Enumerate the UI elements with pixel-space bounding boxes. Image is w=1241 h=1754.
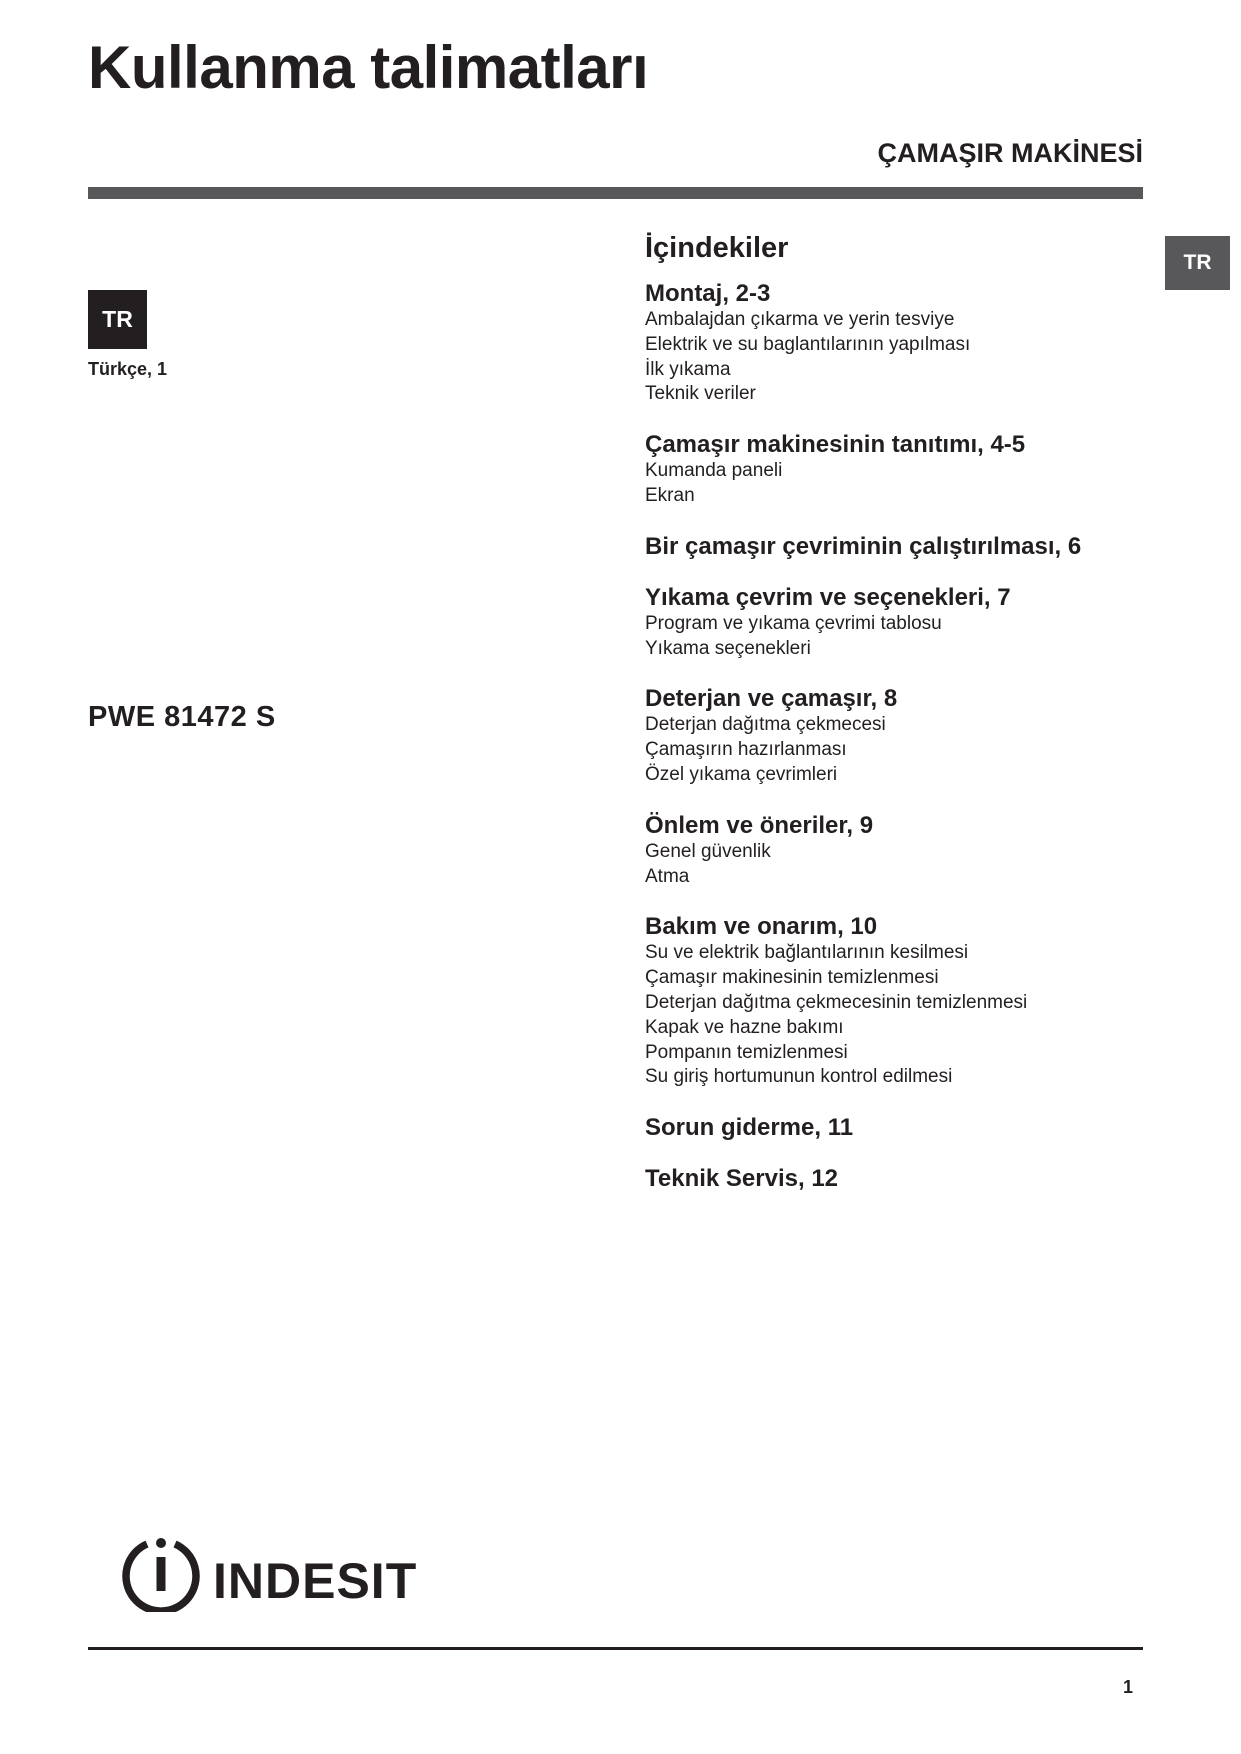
toc-item: Kumanda paneli — [645, 460, 783, 482]
indesit-logo-icon — [117, 1532, 417, 1612]
top-divider — [88, 187, 1143, 199]
toc-item: Deterjan dağıtma çekmecesi — [645, 714, 886, 736]
brand-wordmark: INDESIT — [213, 1553, 417, 1609]
toc-section — [645, 1114, 1165, 1141]
indesit-logo-svg — [117, 1532, 417, 1612]
toc-item: Ekran — [645, 484, 695, 506]
toc-item: Deterjan dağıtma çekmecesinin temizlenmesi — [645, 991, 1028, 1013]
toc-section — [645, 584, 1165, 662]
toc-section-heading: Yıkama çevrim ve seçenekleri, 7 — [645, 583, 1011, 611]
toc-item: Elektrik ve su baglantılarının yapılması — [645, 333, 971, 355]
language-caption: Türkçe, 1 — [88, 359, 168, 379]
model-number: PWE 81472 S — [88, 701, 276, 733]
toc-section-heading: Teknik Servis, 12 — [645, 1165, 839, 1193]
toc-section-heading: Önlem ve öneriler, 9 — [645, 811, 874, 839]
toc-section-heading: Deterjan ve çamaşır, 8 — [645, 685, 898, 713]
product-type-heading: ÇAMAŞIR MAKİNESİ — [877, 138, 1143, 168]
toc-section-heading: Çamaşır makinesinin tanıtımı, 4-5 — [645, 431, 1026, 459]
toc-section — [645, 431, 1165, 509]
toc-section — [645, 913, 1165, 1090]
toc-item: Yıkama seçenekleri — [645, 637, 811, 659]
toc-section-heading: Bakım ve onarım, 10 — [645, 913, 878, 941]
toc-section — [645, 533, 1165, 560]
language-badge: TR — [88, 290, 147, 349]
language-side-tab: TR — [1165, 236, 1230, 290]
toc-item: Teknik veriler — [645, 383, 756, 405]
toc-item: Atma — [645, 865, 690, 887]
toc-item: Su ve elektrik bağlantılarının kesilmesi — [645, 942, 969, 964]
toc-section — [645, 1165, 1165, 1192]
toc-section-heading: Bir çamaşır çevriminin çalıştırılması, 6 — [645, 532, 1082, 560]
page-number: 1 — [1122, 1677, 1133, 1697]
toc-item: Kapak ve hazne bakımı — [645, 1016, 844, 1038]
table-of-contents — [645, 230, 1165, 1216]
bottom-divider — [88, 1647, 1143, 1650]
toc-item: Program ve yıkama çevrimi tablosu — [645, 612, 942, 634]
toc-item: İlk yıkama — [645, 358, 731, 380]
toc-title: İçindekiler — [645, 232, 789, 264]
toc-section — [645, 812, 1165, 890]
toc-section — [645, 280, 1165, 407]
toc-item: Çamaşır makinesinin temizlenmesi — [645, 967, 939, 989]
toc-section-heading: Sorun giderme, 11 — [645, 1114, 854, 1142]
toc-item: Pompanın temizlenmesi — [645, 1041, 848, 1063]
toc-item: Çamaşırın hazırlanması — [645, 739, 847, 761]
toc-section — [645, 685, 1165, 787]
page-title: Kullanma talimatları — [88, 34, 649, 101]
toc-item: Genel güvenlik — [645, 840, 771, 862]
toc-item: Su giriş hortumunun kontrol edilmesi — [645, 1066, 953, 1088]
toc-item: Özel yıkama çevrimleri — [645, 763, 838, 785]
toc-item: Ambalajdan çıkarma ve yerin tesviye — [645, 309, 955, 330]
toc-section-heading: Montaj, 2-3 — [645, 280, 771, 307]
